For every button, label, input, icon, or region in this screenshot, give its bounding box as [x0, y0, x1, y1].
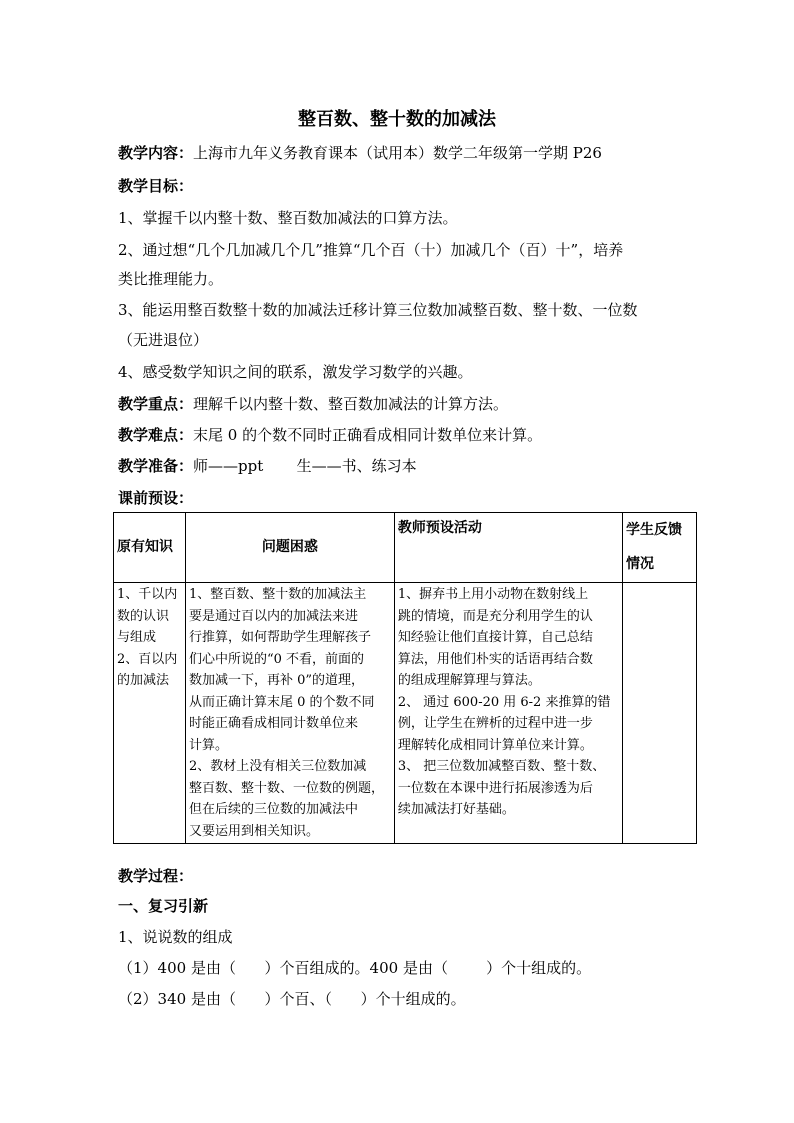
item-1-text: 1、说说数的组成 [118, 928, 233, 946]
teaching-goals-heading [118, 176, 698, 196]
cell-line: 计算。 [188, 737, 228, 753]
question-2: （2）340 是由（ ）个百、（ ）个十组成的。 [118, 990, 466, 1008]
header-prior-knowledge: 原有知识 [114, 513, 186, 583]
teaching-content-text: 上海市九年义务教育课本（试用本）数学二年级第一学期 P26 [193, 144, 602, 162]
key-point-line [118, 394, 698, 414]
problems-cell [185, 583, 394, 844]
cell-line: 3、 把三位数加减整百数、整十数、 [397, 759, 606, 774]
presetting-heading [118, 488, 698, 508]
cell-line: 又要运用到相关知识。 [188, 823, 319, 839]
difficulty-label: 教学难点： [118, 426, 194, 444]
cell-line: 理解转化成相同计算单位来计算。 [397, 737, 593, 753]
header-student-feedback-line1: 学生反馈 [625, 522, 682, 538]
cell-line: 的组成理解算理与算法。 [397, 673, 541, 688]
presetting-label: 课前预设： [118, 489, 194, 507]
key-point-text: 理解千以内整十数、整百数加减法的计算方法。 [193, 395, 509, 413]
cell-line: 一位数在本课中进行拓展渗透为后 [397, 780, 593, 796]
section-heading [118, 896, 698, 916]
preparation-line [118, 456, 698, 476]
cell-line: 1、千以内 [117, 587, 178, 602]
cell-line: 知经验让他们直接计算，自己总结 [397, 630, 593, 645]
process-heading [118, 866, 698, 886]
cell-line: 数的认识 [117, 608, 170, 624]
cell-line: 算法，用他们朴实的话语再结合数 [397, 651, 593, 667]
cell-line: 例，让学生在辨析的过程中进一步 [397, 716, 593, 731]
cell-line: 续加减法打好基础。 [397, 802, 515, 817]
cell-line: 整百数、整十数、一位数的例题， [188, 780, 384, 796]
cell-line: 但在后续的三位数的加减法中 [188, 802, 358, 817]
table-row [114, 583, 697, 844]
teaching-content-label: 教学内容： [118, 144, 194, 162]
header-student-feedback [622, 513, 696, 583]
preparation-text: 师——ppt 生——书、练习本 [193, 457, 417, 475]
teaching-goals-label: 教学目标： [118, 177, 194, 195]
cell-line: 2、教材上没有相关三位数加减 [188, 759, 367, 774]
process-label: 教学过程： [118, 867, 194, 885]
header-teacher-activities: 教师预设活动 [394, 513, 622, 583]
teacher-activities-cell [394, 583, 622, 844]
header-student-feedback-line2: 情况 [625, 556, 654, 572]
difficulty-line [118, 425, 698, 445]
cell-line: 2、百以内 [117, 651, 178, 667]
goal-item: 4、感受数学知识之间的联系，激发学习数学的兴趣。 [118, 363, 473, 381]
cell-line: 数加减一下，再补 0”的道理， [188, 673, 365, 688]
goal-item: 3、能运用整百数整十数的加减法迁移计算三位数加减整百数、整十数、一位数 [118, 301, 638, 319]
goal-item: 类比推理能力。 [118, 270, 224, 288]
key-point-label: 教学重点： [118, 395, 194, 413]
teaching-content-line [118, 143, 698, 163]
cell-line: 要是通过百以内的加减法来进 [188, 608, 358, 624]
section1-label: 一、复习引新 [118, 897, 209, 915]
cell-line: 2、 通过 600-20 用 6-2 来推算的错 [397, 694, 611, 710]
cell-line: 行推算，如何帮助学生理解孩子 [188, 630, 371, 645]
cell-line: 时能正确看成相同计数单位来 [188, 716, 358, 731]
cell-line: 1、摒弃书上用小动物在数射线上 [397, 587, 589, 602]
cell-line: 1、整百数、整十数的加减法主 [188, 587, 367, 602]
student-feedback-cell [622, 583, 696, 844]
prior-knowledge-cell [114, 583, 186, 844]
difficulty-text: 末尾 0 的个数不同时正确看成相同计数单位来计算。 [193, 426, 543, 444]
goal-item: 1、掌握千以内整十数、整百数加减法的口算方法。 [118, 209, 458, 227]
goal-item: （无进退位） [118, 331, 209, 349]
preparation-label: 教学准备： [118, 457, 194, 475]
question-1: （1）400 是由（ ）个百组成的。400 是由（ ）个十组成的。 [118, 959, 592, 977]
document-title: 整百数、整十数的加减法 [298, 109, 496, 130]
goal-item: 2、通过想“几个几加减几个几”推算“几个百（十）加减几个（百）十”，培养 [118, 241, 624, 259]
cell-line: 们心中所说的“0 不看，前面的 [188, 651, 365, 667]
presetting-table [113, 512, 697, 844]
cell-line: 从而正确计算末尾 0 的个数不同 [188, 694, 375, 710]
cell-line: 与组成 [117, 630, 157, 645]
cell-line: 跳的情境，而是充分利用学生的认 [397, 608, 593, 624]
cell-line: 的加减法 [117, 673, 170, 688]
table-header-row [114, 513, 697, 583]
header-problems: 问题困惑 [185, 513, 394, 583]
